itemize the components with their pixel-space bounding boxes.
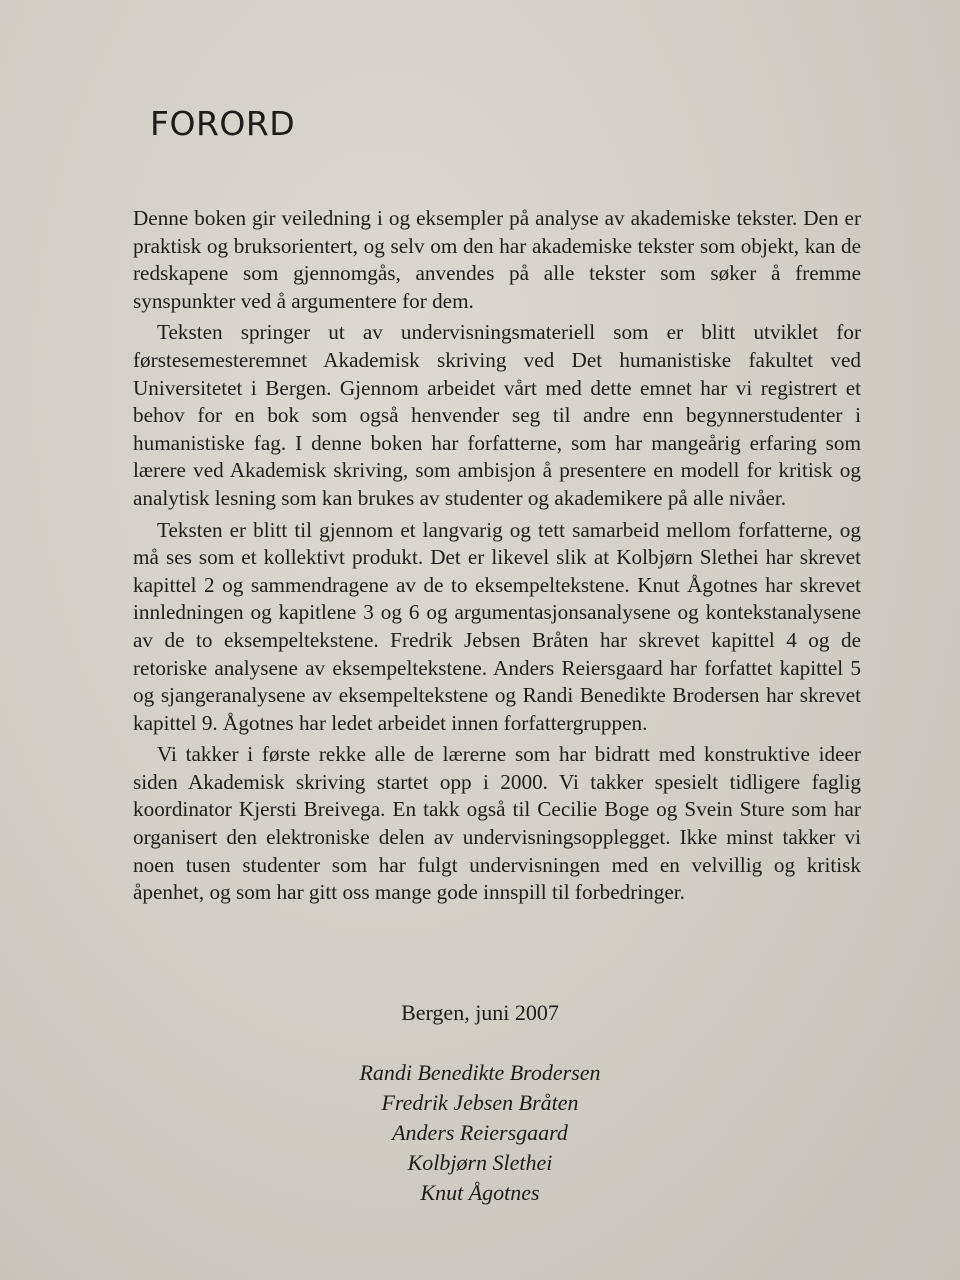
- preface-body: [133, 205, 861, 911]
- paragraph-3: Teksten er blitt til gjennom et langvarig og tett samarbeid mellom forfatterne, og må ses som et kollektivt produkt. Det er likevel slik at Kolbjørn Slethei har skrevet kapittel 2 og sammendragene av de to eksempeltekstene. Knut Ågotnes har skrevet innledningen og kapitlene 3 og 6 og argumentasjonsanalysene og kontekstanalysene av de to eksempeltekstene. Fredrik Jebsen Bråten har skrevet kapittel 4 og de retoriske analysene av eksempeltekstene. Anders Reiersgaard har forfattet kapittel 5 og sjangeranalysene av eksempeltekstene og Randi Benedikte Brodersen har skrevet kapittel 9. Ågotnes har ledet arbeidet innen forfattergruppen.: [133, 517, 861, 735]
- paragraph-4: Vi takker i første rekke alle de lærerne som har bidratt med konstruktive ideer siden Akademisk skriving startet opp i 2000. Vi takker spesielt tidligere faglig koordinator Kjersti Breivega. En takk også til Cecilie Boge og Svein Sture som har organisert den elektroniske delen av undervisningsopplegget. Ikke minst takker vi noen tusen studenter som har fulgt undervisningen med en velvillig og kritisk åpenhet, og som har gitt oss mange gode innspill til forbedringer.: [133, 742, 861, 905]
- author-name: Fredrik Jebsen Bråten: [381, 1090, 579, 1115]
- author-name: Randi Benedikte Brodersen: [359, 1060, 601, 1085]
- paragraph-2: Teksten springer ut av undervisningsmateriell som er blitt utviklet for førstesemesteremnet Akademisk skriving ved Det humanistiske fakultet ved Universitetet i Bergen. Gjennom arbeidet vårt med dette emnet har vi registrert et behov for en bok som også henvender seg til andre enn begynnerstudenter i humanistiske fag. I denne boken har forfatterne, som har mangeårig erfaring som lærere ved Akademisk skriving, som ambisjon å presentere en modell for kritisk og analytisk lesning som kan brukes av studenter og akademikere på alle nivåer.: [133, 320, 861, 510]
- author-list: [0, 1058, 960, 1208]
- author-name: Knut Ågotnes: [420, 1180, 540, 1205]
- page-heading: FORORD: [150, 104, 296, 143]
- author-name: Kolbjørn Slethei: [407, 1150, 553, 1175]
- paragraph-1: Denne boken gir veiledning i og eksempler på analyse av akademiske tekster. Den er praktisk og bruksorientert, og selv om den har akademiske tekster som objekt, kan de redskapene som gjennomgås, anvendes på alle tekster som søker å fremme synspunkter ved å argumentere for dem.: [133, 206, 861, 313]
- place-date: Bergen, juni 2007: [401, 1000, 559, 1025]
- author-name: Anders Reiersgaard: [392, 1120, 568, 1145]
